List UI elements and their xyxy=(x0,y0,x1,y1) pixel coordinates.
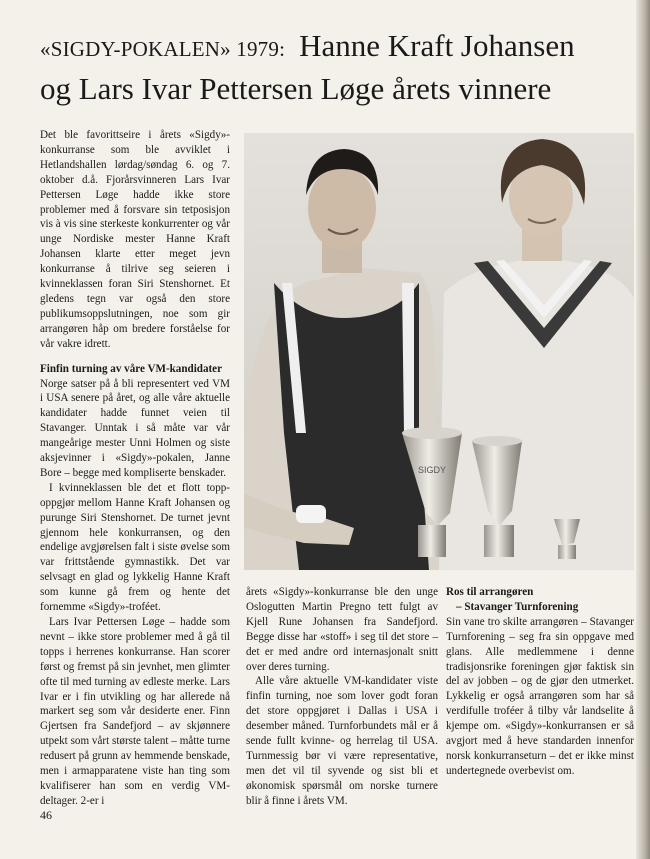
paragraph: I kvinneklassen ble det et flott toppoppgjør mellom Hanne Kraft Johansen og purunge Siri Stenshornet. De turnet jevnt gjennom hele konkurransen, og den endelige avgjørelsen falt i siste øvelse som var frittstående gymnastikk. Det var selvsagt en glad og lykkelig Hanne Kraft som kunne gå frem og hente det fornemme «Sigdy»-troféet. xyxy=(40,481,230,614)
page-number: 46 xyxy=(40,808,52,822)
article-column-1 xyxy=(40,128,230,809)
subheading-organizer: – Stavanger Turnforening xyxy=(456,600,579,613)
page-spine-shadow xyxy=(636,0,650,859)
trophy-engraving: SIGDY xyxy=(417,465,447,475)
paragraph: årets «Sigdy»-konkurranse ble den unge Oslogutten Martin Pregno tett fulgt av Kjell Rune Johansen fra Sandefjord. Begge disse har «stoff» i seg til det store – det er med andre ord internasjonalt snitt over deres turning. xyxy=(246,586,438,673)
headline-line-2: og Lars Ivar Pettersen Løge årets vinnere xyxy=(40,71,552,106)
photo-winners xyxy=(244,133,634,570)
intro-paragraph: Det ble favorittseire i årets «Sigdy»-konkurranse som ble avviklet i Hetlandshallen lørdag/søndag 6. og 7. oktober d.å. Fjorårsvinneren Lars Ivar Pettersen Løge hadde ikke store problemer med å forsvare sin tetposisjon vis à vis sine sterkeste konkurrenter og vår unge Nordiske mester Hanne Kraft Johansen klarte etter meget jevn konkurranse å tilrive seg seieren i kvinneklassen foran Siri Stenshornet. Et gledens tegn var også den store publikumsoppslutningen, noe som gir arrangøren håp om bredere forståelse for vår vakre idrett. xyxy=(40,129,230,350)
headline-names-women: Hanne Kraft Johansen xyxy=(299,28,575,63)
paragraph: Norge satser på å bli representert ved VM i USA senere på året, og alle våre aktuelle kandidater hadde funnet veien til Stavanger. Unntak i så måte var vår mangeårige mester Unni Holmen og siste aksjevinner i «Sigdy»-pokalen, Janne Bore – begge med kompliserte benskader. xyxy=(40,377,230,479)
subheading-vm-candidates: Finfin turning av våre VM-kandidater xyxy=(40,362,223,375)
article-column-2 xyxy=(246,585,438,809)
paragraph: Sin vane tro skilte arrangøren – Stavanger Turnforening – seg fra sin oppgave med glans. Alle medlemmene i denne tradisjonsrike foreningen gjør faktisk sin del av jobben – og de gjør den utmerket. Lykkelig er også arrangøren som har så verdifulle troféer å tilby vår landselite å kjempe om. «Sigdy»-konkurransen er så avgjort med å heve standarden innenfor norsk konkurranseturn – det er ikke minst undertegnede overbevist om. xyxy=(446,615,634,777)
headline-line-1 xyxy=(40,28,600,70)
article-column-3 xyxy=(446,585,634,779)
paragraph: Lars Ivar Pettersen Løge – hadde som nevnt – ikke store problemer med å gå til topps i herrenes konkurranse. Han scorer først og fremst på sin jevnhet, men glimter ofte til med turning av edleste merke. Lars Ivar er i fin utvikling og har allerede nå markert seg som vår desiderte ener. Finn Gjertsen fra Sandefjord – av skjønnere utpekt som vårt største talent – måtte turne redusert på grunn av hemmende benskade, men i armapparatene viste han ting som kvalifiserer han som en verdig VM-deltager. 2-er i xyxy=(40,616,230,807)
subheading-praise: Ros til arrangøren xyxy=(446,586,534,598)
paragraph: Alle våre aktuelle VM-kandidater viste finfin turning, noe som lover godt foran det store oppgjøret i Dallas i USA i desember måned. Turnforbundets mål er å sende fullt kvinne- og herrelag til USA. Turnmessig bør vi være representative, men det vil til syvende og sist bli et økonomisk spørsmål om norske turnere blir å finne i årets VM. xyxy=(246,675,438,807)
headline-kicker: «SIGDY-POKALEN» 1979: xyxy=(40,37,286,61)
